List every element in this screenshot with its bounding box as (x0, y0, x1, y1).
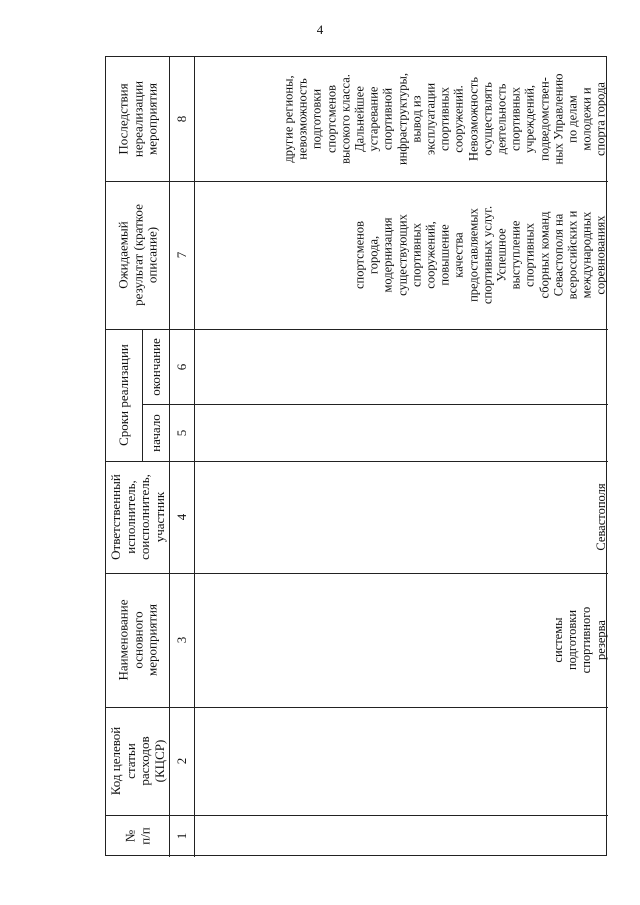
header-col1: № п/п (122, 827, 152, 845)
number-col8: 8 (173, 115, 189, 123)
sep-6-5 (142, 404, 608, 405)
number-col3: 3 (173, 636, 189, 644)
header-col5: начало (147, 413, 163, 452)
header-col2: Код целевой статьи расходов (КЦСР) (107, 726, 166, 796)
number-col6: 6 (173, 363, 189, 370)
number-col7: 7 (173, 251, 189, 259)
header-period: Сроки реализации (115, 344, 131, 446)
header-col4: Ответственный исполнитель, соисполнитель, участник (107, 474, 166, 560)
page-number: 4 (316, 22, 324, 37)
body-col7: спортсменов города, модернизация существующих спортивных сооружений, повышение качества предоставляемых спортивных услуг. Успешное выступление спортивных сборных команд Севастополя на всероссийских и международных соревнованиях (352, 205, 608, 305)
body-col8: другие регионы, невозможность подготовки спортсменов высокого класса. Дальнейшее устаревание спортивной инфраструктуры, вывод из эксплуатации спортивных сооружений. Невозможность осуществлять деятельность спортивных учреждений, подведомствен- ных Управлению по делам молодежи и спорта города (281, 73, 608, 166)
number-col5: 5 (173, 429, 189, 436)
header-col6: окончание (147, 337, 163, 396)
table-frame (105, 56, 607, 856)
body-col4: Севастополя (593, 483, 608, 551)
number-col1: 1 (173, 832, 189, 840)
number-col2: 2 (173, 757, 189, 765)
header-col8: Последствия нереализации мероприятия (114, 80, 159, 158)
header-col7: Ожидаемый результат (краткое описание) (114, 204, 159, 306)
header-col3: Наименование основного мероприятия (114, 599, 159, 681)
number-col4: 4 (173, 513, 189, 521)
body-col3: системы подготовки спортивного резерва (551, 606, 608, 674)
